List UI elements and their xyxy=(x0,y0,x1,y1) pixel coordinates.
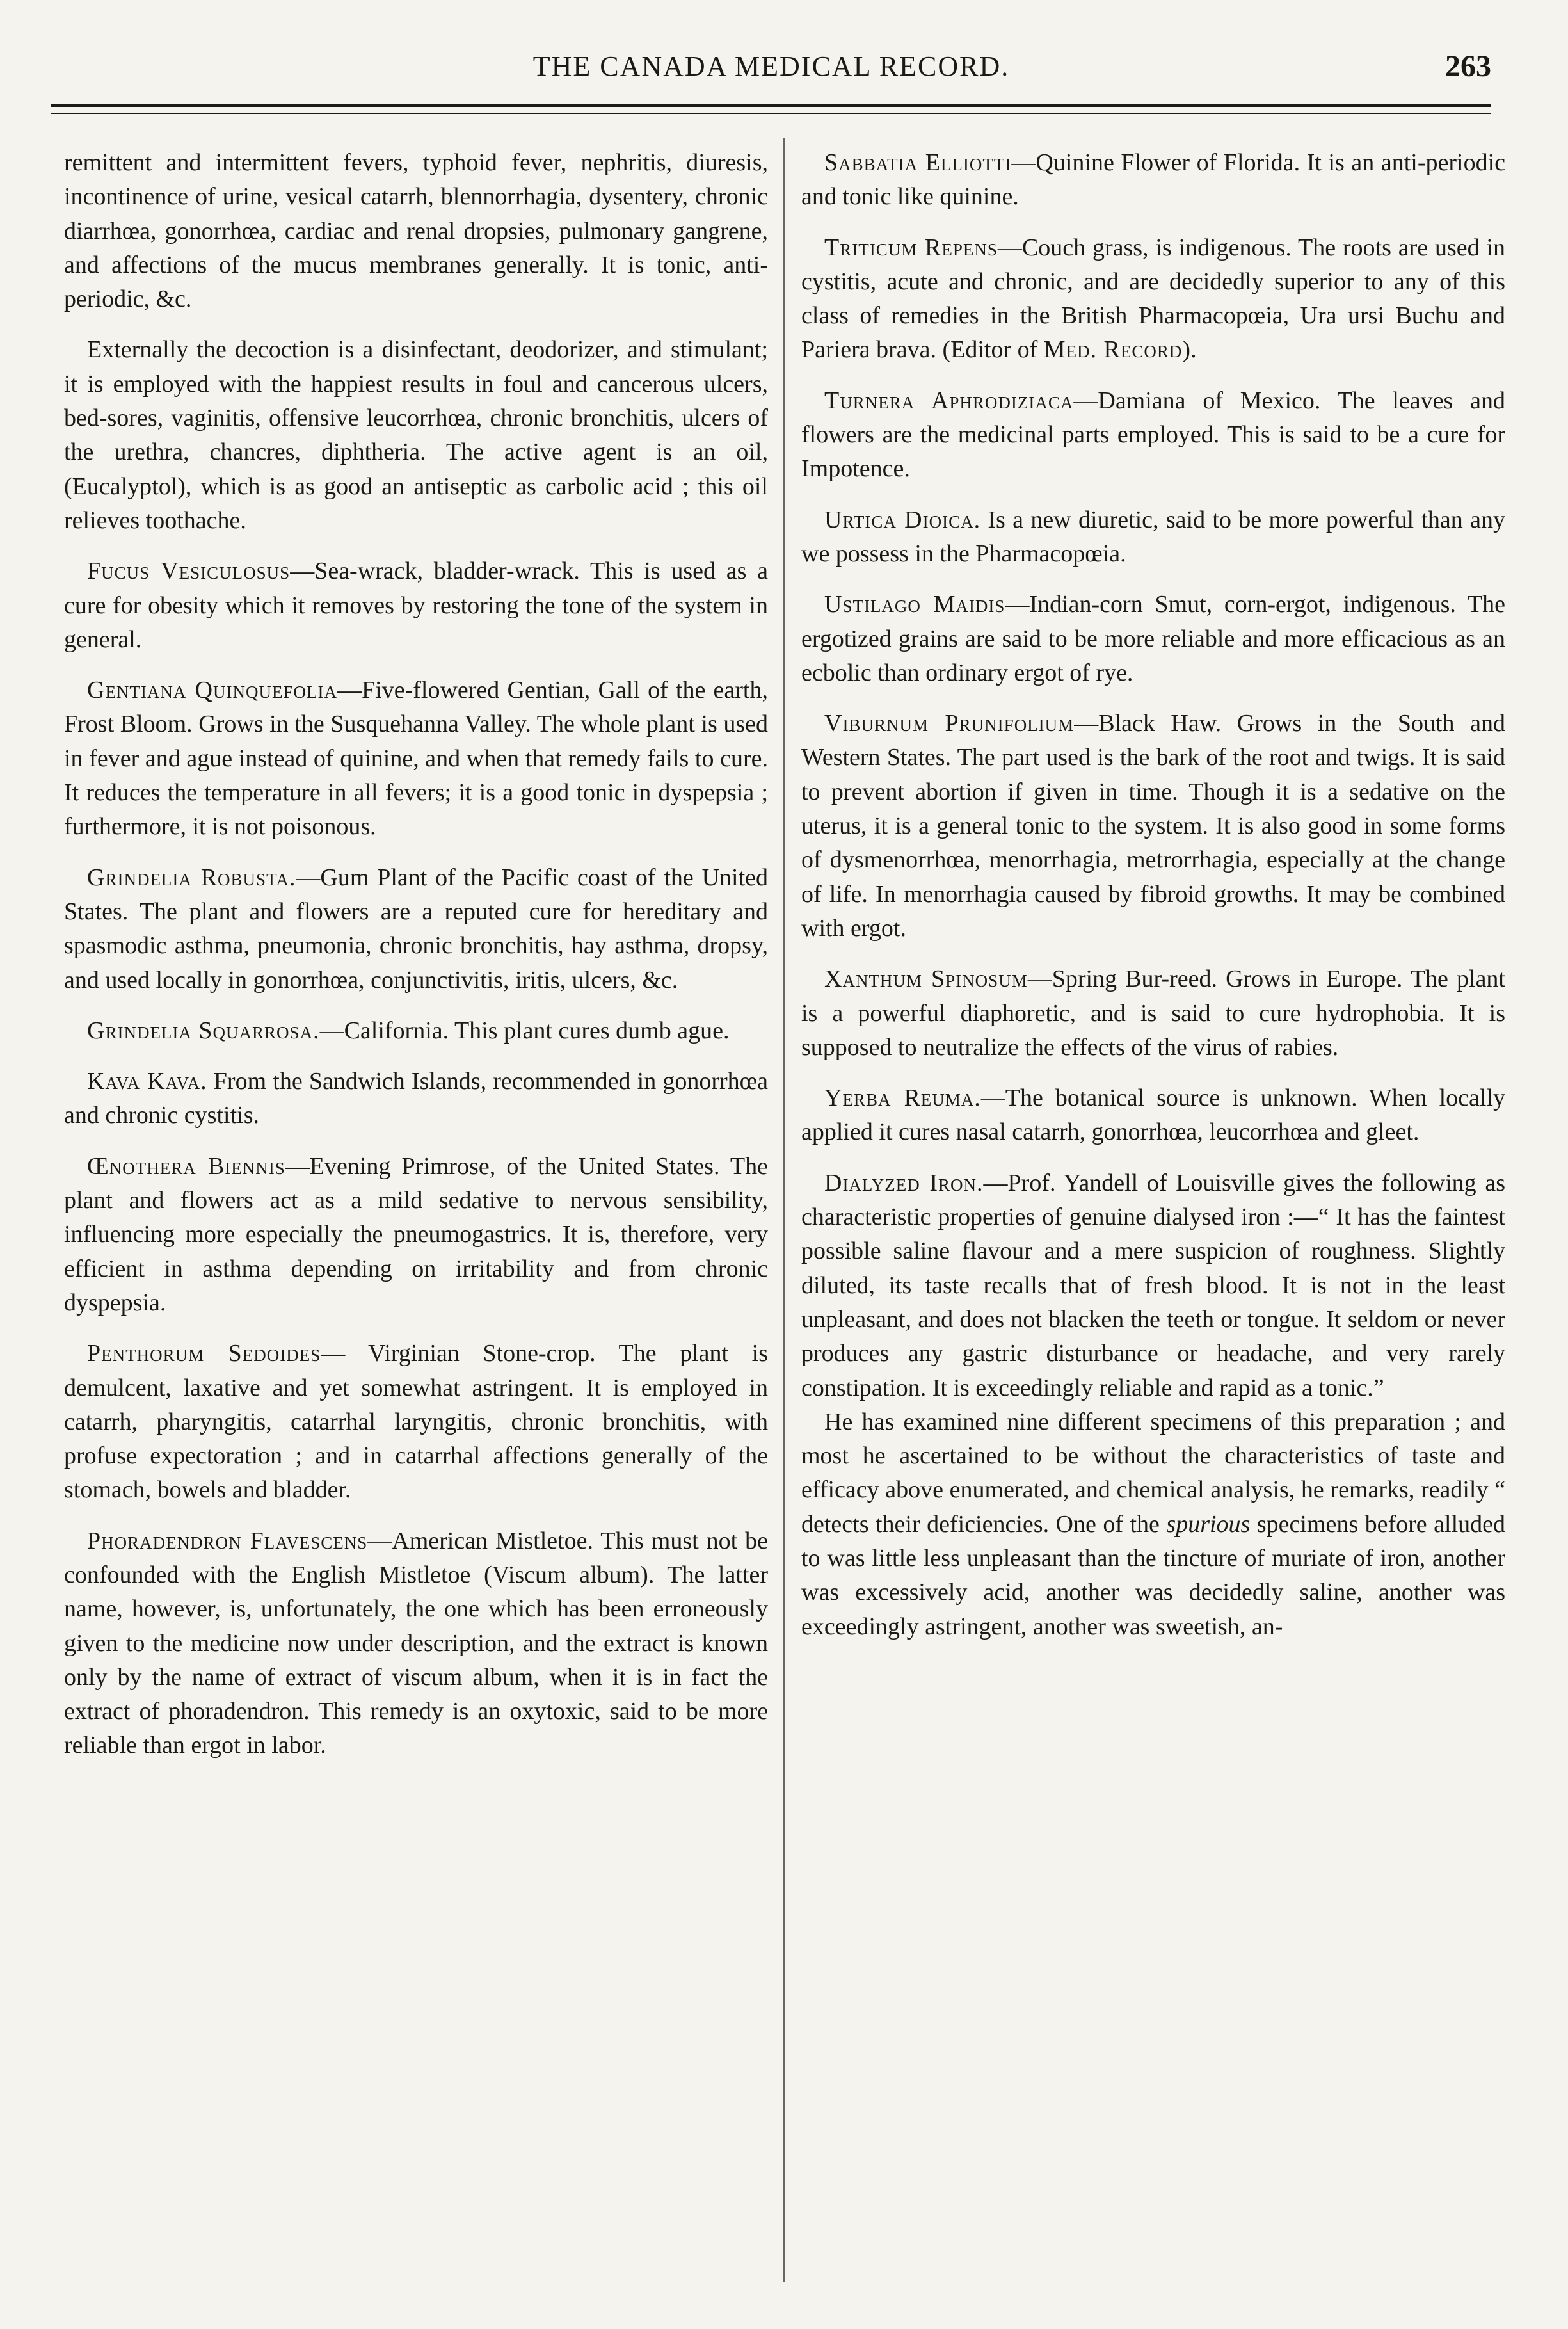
entry-heading: Sabbatia Elliotti xyxy=(824,149,1012,176)
entry-heading: Viburnum Prunifolium xyxy=(824,710,1075,737)
entry-xanthum xyxy=(801,962,1505,1065)
entry-kava xyxy=(64,1065,768,1133)
header-rule-thin xyxy=(51,113,1491,114)
entry-heading: Dialyzed Iron. xyxy=(824,1169,984,1197)
paragraph-continued: remittent and intermittent fevers, typhoid fever, nephritis, diuresis, incontinence of urine, vesical catarrh, blennorrhagia, dysentery, chronic diarrhœa, gonorrhœa, cardiac and renal dropsies, pulmonary gangrene, and affections of the mucus membranes generally. It is tonic, anti-periodic, &c. xyxy=(64,149,768,313)
entry-body: —Five-flowered Gentian, Gall of the earth, Frost Bloom. Grows in the Susquehanna Valley. The whole plant is used in fever and ague instead of quinine, and when that remedy fails to cure. It reduces the temperature in all fevers; it is a good tonic in dyspepsia ; furthermore, it is not poisonous. xyxy=(64,677,768,841)
entry-body: From the Sandwich Islands, recommended in gonorrhœa and chronic cystitis. xyxy=(64,1068,768,1129)
entry-body: He has examined nine different specimens of this preparation ; and most he ascertained to be without the characteristics of taste and efficacy above enumerated, and chemical analysis, he remarks, readily “ detects their deficiencies. One of the xyxy=(801,1408,1505,1538)
entry-body: —The botanical source is unknown. When locally applied it cures nasal catarrh, gonorrhœa, leucorrhœa and gleet. xyxy=(801,1084,1505,1146)
entry-heading: Grindelia Squarrosa. xyxy=(87,1017,320,1044)
emphasis-spurious: spurious xyxy=(1166,1510,1251,1538)
entry-body: —Indian-corn Smut, corn-ergot, indigenous. The ergotized grains are said to be more reliable and more efficacious as an ecbolic than ordinary ergot of rye. xyxy=(801,591,1505,686)
entry-body: —Spring Bur-reed. Grows in Europe. The plant is a powerful diaphoretic, and is said to cure hydrophobia. It is supposed to neutralize the effects of the virus of rabies. xyxy=(801,965,1505,1061)
entry-heading: Phoradendron Flavescens xyxy=(87,1527,368,1554)
entry-heading: Grindelia Robusta. xyxy=(87,864,296,891)
entry-body: —American Mistletoe. This must not be confounded with the English Mistletoe (Viscum album). The latter name, however, is, unfortunately, the one which has been erroneously given to the medicine now under description, and the extract is known only by the name of extract of viscum album, when it is in fact the extract of phoradendron. This remedy is an oxytoxic, said to be more reliable than ergot in labor. xyxy=(64,1527,768,1759)
entry-urtica xyxy=(801,503,1505,572)
entry-triticum xyxy=(801,231,1505,367)
entry-heading: Gentiana Quinquefolia xyxy=(87,677,338,704)
entry-yerba xyxy=(801,1081,1505,1150)
entry-body: Is a new diuretic, said to be more powerful than any we possess in the Pharmacopœia. xyxy=(801,506,1505,567)
entry-body: —Black Haw. Grows in the South and Western States. The part used is the bark of the root and twigs. It is said to prevent abortion if given in time. Though it is a sedative on the uterus, it is a general tonic to the system. It is also good in some forms of dysmenorrhœa, menorrhagia, metrorrhagia, especially at the change of life. In menorrhagia caused by fibroid growths. It may be combined with ergot. xyxy=(801,710,1505,942)
entry-ustilago xyxy=(801,588,1505,690)
entry-oenothera xyxy=(64,1150,768,1320)
page-number: 263 xyxy=(1445,49,1491,83)
entry-body: —Sea-wrack, bladder-wrack. This is used as a cure for obesity which it removes by restoring the tone of the system in general. xyxy=(64,558,768,653)
entry-heading: Kava Kava. xyxy=(87,1068,207,1095)
entry-dialyzed-iron xyxy=(801,1166,1505,1405)
paragraph-specimens xyxy=(801,1405,1505,1644)
entry-heading: Fucus Vesiculosus xyxy=(87,558,291,585)
entry-penthorum xyxy=(64,1337,768,1507)
entry-body: —Damiana of Mexico. The leaves and flowers are the medicinal parts employed. This is said to be a cure for Impotence. xyxy=(801,387,1505,483)
entry-body: —Quinine Flower of Florida. It is an anti-periodic and tonic like quinine. xyxy=(801,149,1505,211)
entry-sabbatia xyxy=(801,146,1505,214)
entry-body: —Couch grass, is indigenous. The roots are used in cystitis, acute and chronic, and are decidedly superior to any of this class of remedies in the British Pharmacopœia, Ura ursi Buchu and Pariera brava. (Editor of xyxy=(801,234,1505,364)
entry-turnera xyxy=(801,384,1505,487)
entry-body-tail: specimens before alluded to was little less unpleasant than the tincture of muriate of iron, another was excessively acid, another was decidedly saline, another was exceedingly astringent, another was sweetish, an- xyxy=(801,1510,1505,1640)
entry-body: —Prof. Yandell of Louisville gives the following as characteristic properties of genuine dialysed iron :—“ It has the faintest possible saline flavour and a mere suspicion of roughness. Slightly diluted, its taste recalls that of fresh blood. It is not in the least unpleasant, and does not blacken the teeth or tongue. It seldom or never produces any gastric disturbance or headache, and very rarely constipation. It is exceedingly reliable and rapid as a tonic.” xyxy=(801,1169,1505,1401)
paragraph-externally: Externally the decoction is a disinfectant, deodorizer, and stimulant; it is employed with the happiest results in foul and cancerous ulcers, bed-sores, vaginitis, offensive leucorrhœa, chronic bronchitis, ulcers of the urethra, chancres, diphtheria. The active agent is an oil, (Eucalyptol), which is as good an antiseptic as carbolic acid ; this oil relieves toothache. xyxy=(64,336,768,534)
entry-fucus xyxy=(64,554,768,657)
entry-heading: Triticum Repens xyxy=(824,234,998,261)
entry-body: —Evening Primrose, of the United States. The plant and flowers act as a mild sedative to nervous sensibility, influencing more especially the pneumogastrics. It is, therefore, very efficient in asthma depending on irritability and from chronic dyspepsia. xyxy=(64,1152,768,1316)
journal-title: THE CANADA MEDICAL RECORD. xyxy=(532,51,1010,82)
entry-body-tail: ). xyxy=(1182,336,1197,364)
entry-grindelia-robusta xyxy=(64,861,768,997)
entry-heading: Penthorum Sedoides xyxy=(87,1340,321,1367)
running-header xyxy=(51,46,1491,91)
journal-reference: Med. Record xyxy=(1043,336,1183,364)
column-divider xyxy=(783,138,785,2282)
entry-heading: Œnothera Biennis xyxy=(87,1152,285,1180)
entry-body: —Gum Plant of the Pacific coast of the United States. The plant and flowers are a reputed cure for hereditary and spasmodic asthma, pneumonia, chronic bronchitis, hay asthma, dropsy, and used locally in gonorrhœa, conjunctivitis, iritis, ulcers, &c. xyxy=(64,864,768,994)
right-column xyxy=(801,146,1505,2297)
entry-heading: Ustilago Maidis xyxy=(824,591,1005,618)
entry-heading: Yerba Reuma. xyxy=(824,1084,981,1112)
entry-viburnum xyxy=(801,707,1505,946)
entry-heading: Xanthum Spinosum xyxy=(824,965,1028,993)
entry-gentiana xyxy=(64,673,768,844)
header-rule-thick xyxy=(51,104,1491,107)
entry-body: — Virginian Stone-crop. The plant is demulcent, laxative and yet somewhat astringent. It is employed in catarrh, pharyngitis, catarrhal laryngitis, chronic bronchitis, with profuse expectoration ; and in catarrhal affections generally of the stomach, bowels and bladder. xyxy=(64,1340,768,1504)
entry-heading: Turnera Aphrodiziaca xyxy=(824,387,1074,414)
left-column xyxy=(64,146,768,2297)
entry-grindelia-squarrosa xyxy=(64,1014,768,1048)
entry-heading: Urtica Dioica. xyxy=(824,506,981,533)
entry-phoradendron xyxy=(64,1524,768,1763)
entry-body: —California. This plant cures dumb ague. xyxy=(319,1017,730,1044)
